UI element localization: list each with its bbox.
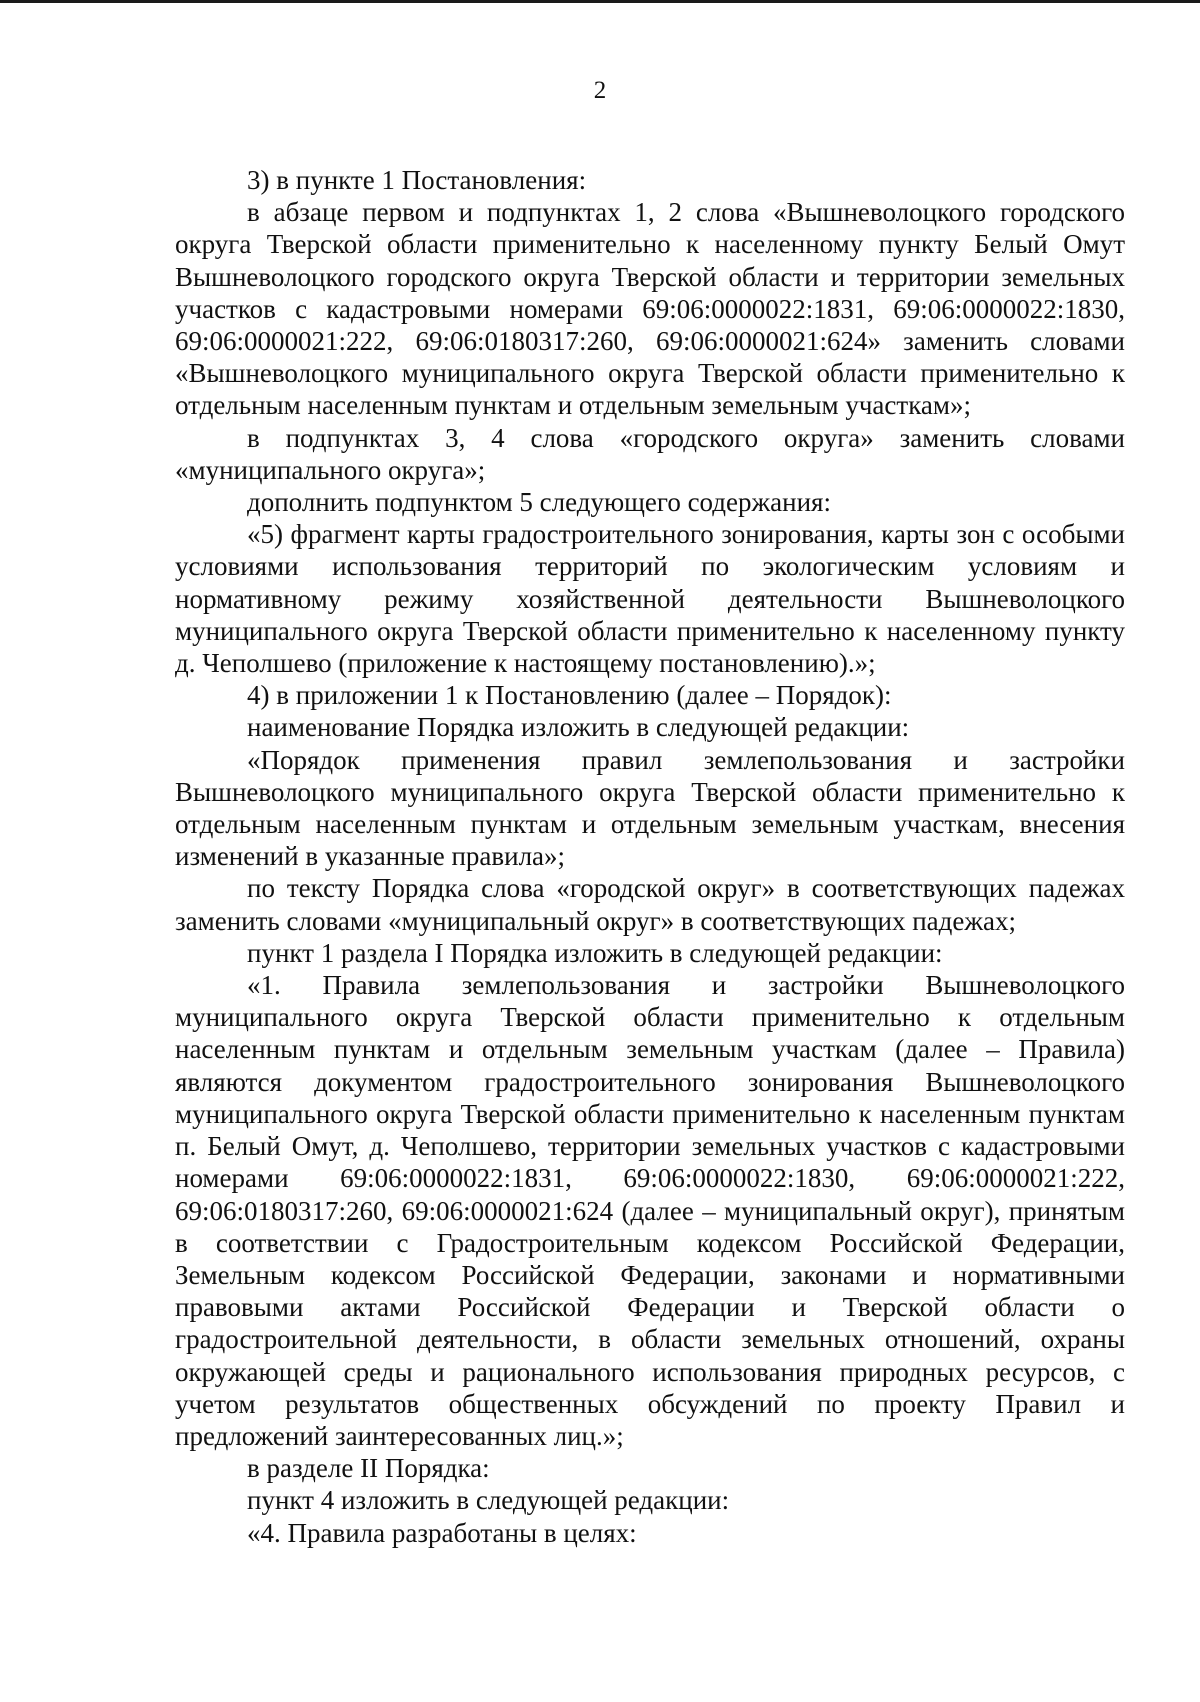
paragraph-order-title: «Порядок применения правил землепользования и застройки Вышневолоцкого муниципального округа Тверской области применительно к отдельным населенным пунктам и отдельным земельным участкам, внесения изменений в указанные правила»; xyxy=(175,744,1125,872)
paragraph-subitem-5-text: «5) фрагмент карты градостроительного зонирования, карты зон с особыми условиями использования территорий по экологическим условиям и нормативному режиму хозяйственной деятельности Вышневолоцкого муниципального округа Тверской области применительно к населенному пункту д. Чеполшево (приложение к настоящему постановлению).»; xyxy=(175,519,1125,679)
page-number: 2 xyxy=(593,77,607,104)
paragraph-order-name: наименование Порядка изложить в следующей редакции: xyxy=(247,712,910,743)
paragraph-subitems-3-4: в подпунктах 3, 4 слова «городского округа» заменить словами «муниципального округа»; xyxy=(175,422,1125,485)
paragraph-item-4: 4) в приложении 1 к Постановлению (далее – Порядок): xyxy=(247,680,892,711)
paragraph-add-subitem-5: дополнить подпунктом 5 следующего содержания: xyxy=(247,487,831,518)
paragraph-text-replacement: по тексту Порядка слова «городской округ» в соответствующих падежах заменить словами «муниципальный округ» в соответствующих падежах; xyxy=(175,873,1125,936)
document-body xyxy=(175,164,1125,1549)
paragraph-section-1-item-1: пункт 1 раздела I Порядка изложить в следующей редакции: xyxy=(247,937,943,968)
paragraph-item-3: 3) в пункте 1 Постановления: xyxy=(247,165,587,195)
paragraph-rules-definition: «1. Правила землепользования и застройки Вышневолоцкого муниципального округа Тверской области применительно к отдельным населенным пунктам и отдельным земельным участкам (далее – Правила) являются документом градостроительного зонирования Вышневолоцкого муниципального округа Тверской области применительно к населенным пунктам п. Белый Омут, д. Чеполшево, территории земельных участков с кадастровыми номерами 69:06:0000022:1831, 69:06:0000022:1830, 69:06:0000021:222, 69:06:0180317:260, 69:06:0000021:624 (далее – муниципальный округ), принятым в соответствии с Градостроительным кодексом Российской Федерации, Земельным кодексом Российской Федерации, законами и нормативными правовыми актами Российской Федерации и Тверской области о градостроительной деятельности, в области земельных отношений, охраны окружающей среды и рационального использования природных ресурсов, с учетом результатов общественных обсуждений по проекту Правил и предложений заинтересованных лиц.»; xyxy=(175,970,1125,1451)
paragraph-item-4-edit: пункт 4 изложить в следующей редакции: xyxy=(247,1485,730,1516)
paragraph-rules-purpose: «4. Правила разработаны в целях: xyxy=(247,1517,637,1548)
scan-top-edge xyxy=(0,0,1200,3)
paragraph-section-2: в разделе II Порядка: xyxy=(247,1453,490,1484)
paragraph-words-replacement: в абзаце первом и подпунктах 1, 2 слова «Вышневолоцкого городского округа Тверской области применительно к населенному пункту Белый Омут Вышневолоцкого городского округа Тверской области и территории земельных участков с кадастровыми номерами 69:06:0000022:1831, 69:06:0000022:1830, 69:06:0000021:222, 69:06:0180317:260, 69:06:0000021:624» заменить словами «Вышневолоцкого муниципального округа Тверской области применительно к отдельным населенным пунктам и отдельным земельным участкам»; xyxy=(175,197,1125,421)
